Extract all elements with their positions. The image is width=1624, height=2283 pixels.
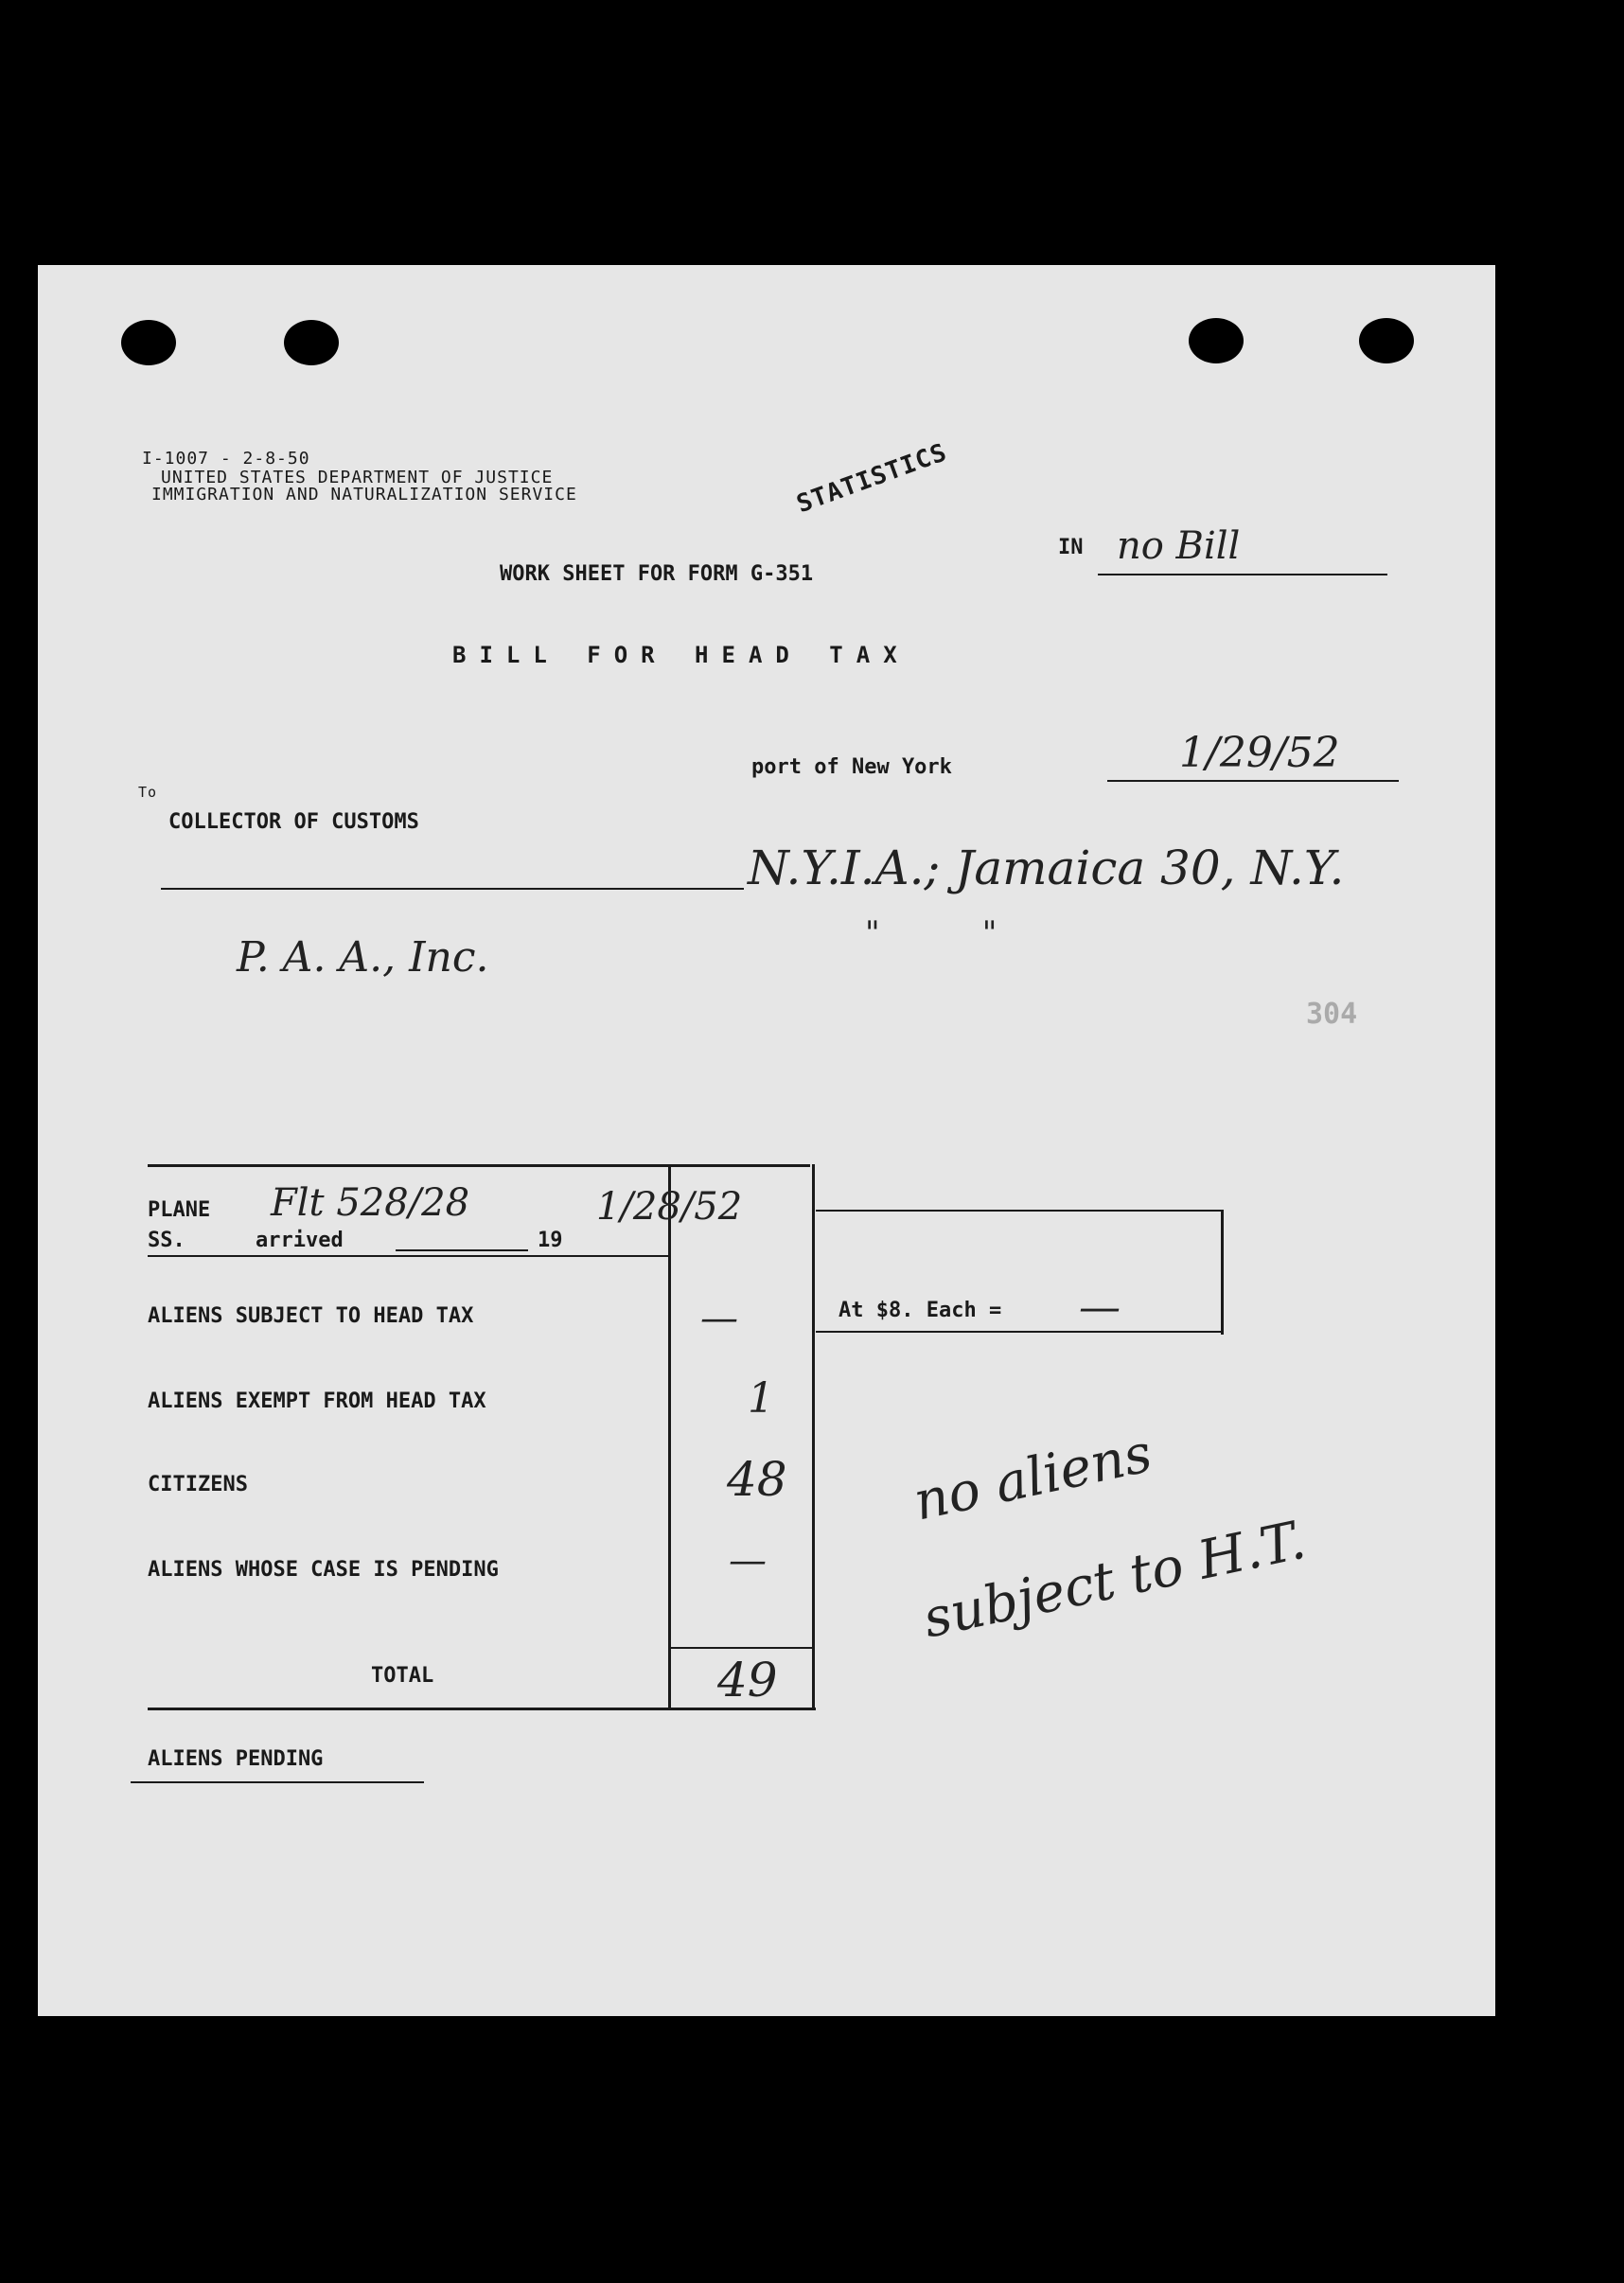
table-col-left-rule (668, 1164, 671, 1709)
year-prefix: 19 (538, 1229, 563, 1252)
punch-hole-3 (1189, 318, 1244, 363)
port-label: port of New York (751, 755, 952, 779)
note-line-1: no aliens (909, 1423, 1157, 1533)
arrived-underline (148, 1255, 670, 1257)
punch-hole-2 (284, 320, 339, 365)
in-value: no Bill (1117, 524, 1241, 568)
collector-title: COLLECTOR OF CUSTOMS (168, 810, 419, 834)
total-value: 49 (717, 1653, 778, 1708)
bill-title: BILL FOR HEAD TAX (452, 642, 910, 668)
row-label-pending: ALIENS WHOSE CASE IS PENDING (148, 1558, 499, 1582)
table-col-right-rule (812, 1164, 815, 1709)
in-label: IN (1058, 536, 1084, 559)
collector-underline (161, 888, 744, 890)
carrier-name: P. A. A., Inc. (237, 933, 489, 982)
rate-box-top (816, 1210, 1223, 1212)
row-value-exempt: 1 (748, 1374, 774, 1423)
row-value-citizens: 48 (727, 1452, 787, 1507)
row-label-exempt: ALIENS EXEMPT FROM HEAD TAX (148, 1389, 486, 1413)
aliens-pending-underline (131, 1781, 424, 1783)
rate-box-bottom (816, 1331, 1223, 1333)
punch-hole-4 (1359, 318, 1414, 363)
punch-hole-1 (121, 320, 176, 365)
service-name: IMMIGRATION AND NATURALIZATION SERVICE (151, 485, 577, 504)
in-underline (1098, 574, 1387, 575)
table-bottom-rule (148, 1708, 816, 1710)
rate-value: — (1079, 1283, 1121, 1332)
total-label: TOTAL (371, 1664, 434, 1688)
table-top-rule (148, 1164, 810, 1167)
total-top-rule (670, 1647, 814, 1649)
arrived-label: arrived (256, 1229, 344, 1252)
department-name: UNITED STATES DEPARTMENT OF JUSTICE (161, 468, 554, 487)
plane-label: PLANE (148, 1198, 211, 1222)
address-ditto-marks: " " (865, 914, 997, 952)
rate-box-right (1221, 1210, 1224, 1335)
note-line-2: subject to H.T. (918, 1509, 1311, 1651)
to-prefix: To (138, 784, 158, 801)
statistics-stamp: STATISTICS (793, 438, 951, 520)
row-value-subject: — (700, 1297, 738, 1340)
row-label-subject: ALIENS SUBJECT TO HEAD TAX (148, 1304, 474, 1328)
row-value-pending: — (729, 1539, 767, 1583)
arrival-date: 1/28/52 (596, 1185, 743, 1229)
flight-value: Flt 528/28 (271, 1181, 470, 1225)
rate-label: At $8. Each = (838, 1299, 1002, 1322)
date-underline (1107, 780, 1399, 782)
arrived-date-blank (396, 1249, 528, 1251)
collector-address: N.Y.I.A.; Jamaica 30, N.Y. (748, 841, 1345, 895)
worksheet-title: WORK SHEET FOR FORM G-351 (500, 562, 814, 586)
aliens-pending-label: ALIENS PENDING (148, 1747, 324, 1771)
row-label-citizens: CITIZENS (148, 1473, 248, 1496)
bill-date: 1/29/52 (1179, 729, 1340, 777)
form-number: I-1007 - 2-8-50 (142, 449, 310, 469)
page-number: 304 (1306, 998, 1358, 1031)
ss-label: SS. (148, 1229, 185, 1252)
